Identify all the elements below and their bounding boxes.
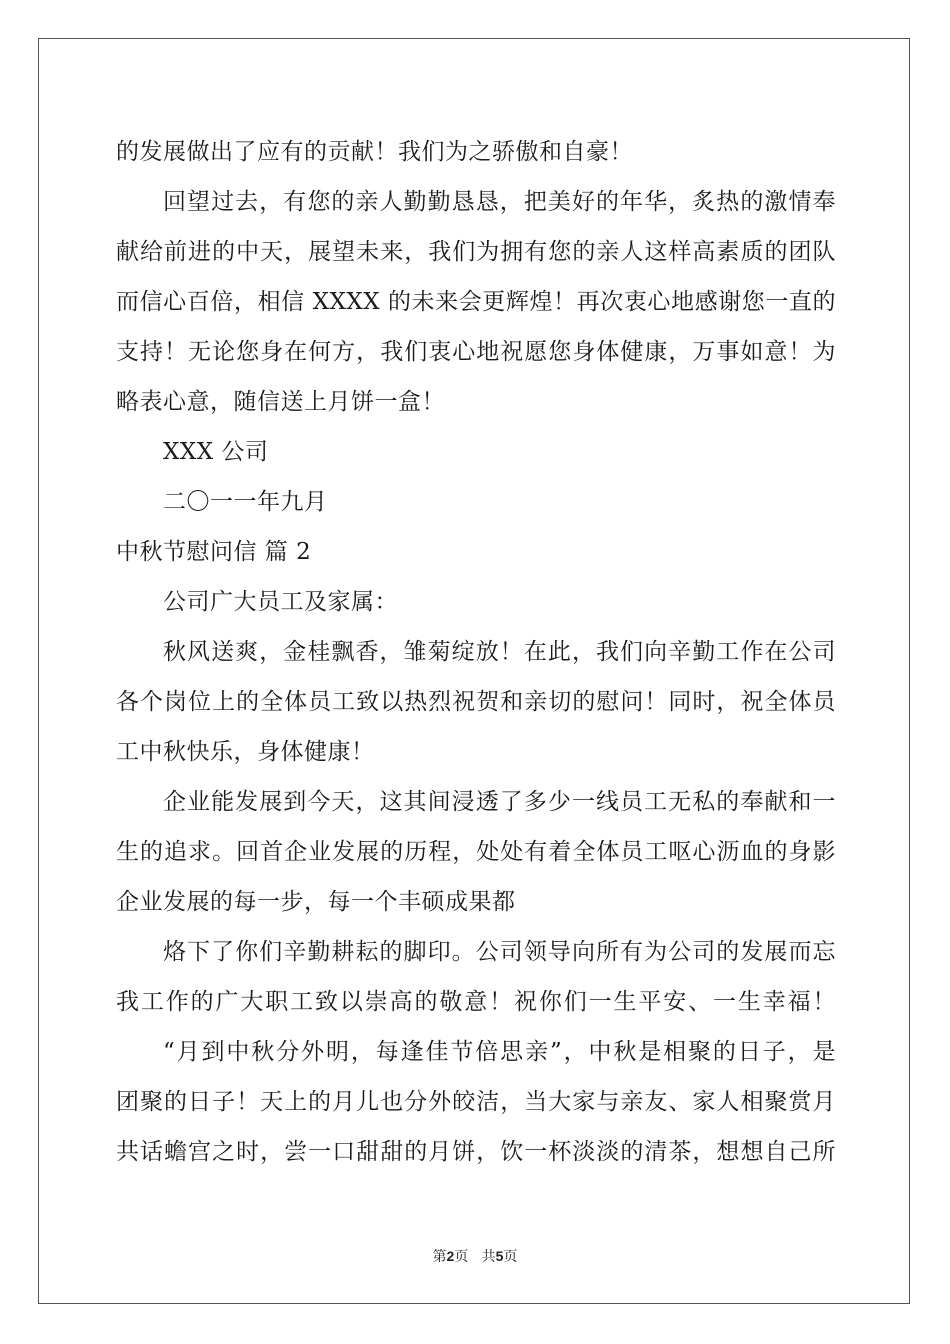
text-line: 共话蟾宫之时，尝一口甜甜的月饼，饮一杯淡淡的清茶，想想自己所	[116, 1139, 836, 1165]
text-line: 中秋节慰问信 篇 2	[116, 539, 312, 565]
text-line: 烙下了你们辛勤耕耘的脚印。公司领导向所有为公司的发展而忘	[163, 939, 836, 965]
text-line: 支持！无论您身在何方，我们衷心地祝愿您身体健康，万事如意！为	[116, 339, 836, 365]
text-line: 略表心意，随信送上月饼一盒！	[116, 389, 445, 415]
text-line: 公司广大员工及家属：	[163, 589, 398, 615]
text-line: “月到中秋分外明，每逢佳节倍思亲”，中秋是相聚的日子，是	[163, 1039, 836, 1065]
text-line: 企业发展的每一步，每一个丰硕成果都	[116, 889, 516, 915]
text-line: 回望过去，有您的亲人勤勤恳恳，把美好的年华，炙热的激情奉	[163, 189, 836, 215]
page-suffix: 页	[454, 1249, 469, 1265]
text-line: 生的追求。回首企业发展的历程，处处有着全体员工呕心沥血的身影	[116, 839, 836, 865]
text-line: 秋风送爽，金桂飘香，雏菊绽放！在此，我们向辛勤工作在公司	[163, 639, 836, 665]
text-line: 工中秋快乐，身体健康！	[116, 739, 375, 765]
text-line: 而信心百倍，相信 XXXX 的未来会更辉煌！再次衷心地感谢您一直的	[116, 289, 836, 315]
text-line: 团聚的日子！天上的月儿也分外皎洁，当大家与亲友、家人相聚赏月	[116, 1089, 836, 1115]
text-line: 的发展做出了应有的贡献！我们为之骄傲和自豪！	[116, 139, 633, 165]
text-line: 各个岗位上的全体员工致以热烈祝贺和亲切的慰问！同时，祝全体员	[116, 689, 836, 715]
total-pages: 5	[495, 1248, 504, 1264]
page-prefix: 第	[432, 1249, 447, 1265]
text-line: 二〇一一年九月	[163, 489, 328, 515]
total-prefix: 共	[481, 1249, 496, 1265]
page-number: 2	[446, 1248, 455, 1264]
text-line: XXX 公司	[163, 439, 269, 465]
total-suffix: 页	[503, 1249, 518, 1265]
page-footer	[0, 1246, 950, 1266]
letter-body	[116, 127, 836, 1177]
text-line: 我工作的广大职工致以崇高的敬意！祝你们一生平安、一生幸福！	[116, 989, 836, 1015]
text-line: 企业能发展到今天，这其间浸透了多少一线员工无私的奉献和一	[163, 789, 836, 815]
text-line: 献给前进的中天，展望未来，我们为拥有您的亲人这样高素质的团队	[116, 239, 836, 265]
